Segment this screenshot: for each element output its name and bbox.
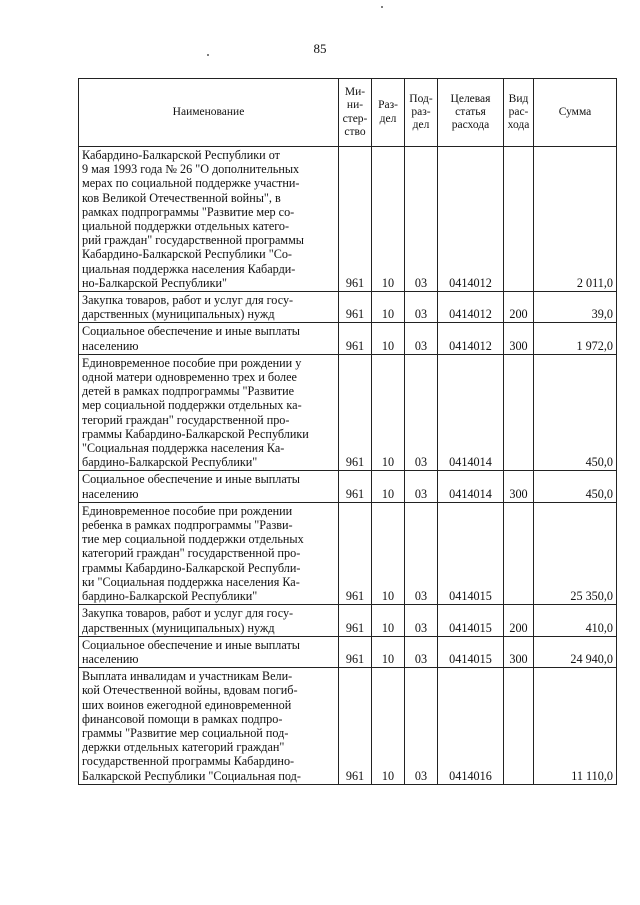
cell-name: Закупка товаров, работ и услуг для госу- дарственных (муниципальных) нужд xyxy=(79,292,339,323)
cell-sum: 39,0 xyxy=(534,292,617,323)
table-row xyxy=(79,354,617,471)
cell-ministry: 961 xyxy=(339,502,372,604)
cell-sum: 450,0 xyxy=(534,471,617,502)
table-row xyxy=(79,471,617,502)
cell-name: Кабардино-Балкарской Республики от 9 мая 1993 года № 26 "О дополнительных мерах по социальной поддержке участни- ков Великой Отечественной войны", в рамках подпрограммы "Развитие мер со- циальной поддержки отдельных катего- рий граждан" государственной программы Кабардино-Балкарской Республики "Со- циальная поддержка населения Кабарди- но-Балкарской Республики" xyxy=(79,147,339,292)
cell-sum: 2 011,0 xyxy=(534,147,617,292)
cell-sum: 450,0 xyxy=(534,354,617,471)
cell-name: Единовременное пособие при рождении ребенка в рамках подпрограммы "Разви- тие мер социальной поддержки отдельных категорий граждан" государственной про- граммы Кабардино-Балкарской Республи- ки "Социальная поддержка населения Ка- бардино-Балкарской Республики" xyxy=(79,502,339,604)
cell-section: 10 xyxy=(372,636,405,667)
cell-sum: 11 110,0 xyxy=(534,668,617,785)
cell-ministry: 961 xyxy=(339,323,372,354)
cell-ministry: 961 xyxy=(339,354,372,471)
cell-subsection: 03 xyxy=(405,668,438,785)
cell-ministry: 961 xyxy=(339,147,372,292)
cell-sum: 25 350,0 xyxy=(534,502,617,604)
table-row xyxy=(79,292,617,323)
cell-name: Выплата инвалидам и участникам Вели- кой Отечественной войны, вдовам погиб- ших воинов ежегодной единовременной финансовой помощи в рамках подпро- граммы "Развитие мер социальной под- держки отдельных категорий граждан" государственной программы Кабардино- Балкарской Республики "Социальная под- xyxy=(79,668,339,785)
cell-expense-type xyxy=(504,354,534,471)
cell-expense-type: 200 xyxy=(504,605,534,636)
cell-target: 0414014 xyxy=(438,471,504,502)
cell-name: Закупка товаров, работ и услуг для госу- дарственных (муниципальных) нужд xyxy=(79,605,339,636)
header-section: Раз- дел xyxy=(372,79,405,147)
cell-subsection: 03 xyxy=(405,147,438,292)
cell-subsection: 03 xyxy=(405,605,438,636)
cell-section: 10 xyxy=(372,292,405,323)
cell-expense-type: 200 xyxy=(504,292,534,323)
header-ministry: Ми- ни- стер- ство xyxy=(339,79,372,147)
page-number: 85 xyxy=(313,41,327,56)
cell-section: 10 xyxy=(372,354,405,471)
cell-section: 10 xyxy=(372,147,405,292)
table-header xyxy=(79,79,617,147)
cell-expense-type xyxy=(504,668,534,785)
cell-target: 0414015 xyxy=(438,502,504,604)
cell-expense-type: 300 xyxy=(504,323,534,354)
header-expense-type: Вид рас- хода xyxy=(504,79,534,147)
cell-target: 0414015 xyxy=(438,605,504,636)
cell-target: 0414012 xyxy=(438,292,504,323)
cell-section: 10 xyxy=(372,668,405,785)
cell-name: Единовременное пособие при рождении у одной матери одновременно трех и более детей в рамках подпрограммы "Развитие мер социальной поддержки отдельных ка- тегорий граждан" государственной про- граммы Кабардино-Балкарской Республики "Социальная поддержка населения Ка- бардино-Балкарской Республики" xyxy=(79,354,339,471)
scan-speck xyxy=(207,54,209,56)
table-row xyxy=(79,323,617,354)
cell-target: 0414012 xyxy=(438,323,504,354)
budget-table xyxy=(78,78,617,785)
cell-ministry: 961 xyxy=(339,605,372,636)
cell-sum: 410,0 xyxy=(534,605,617,636)
header-subsection: Под- раз- дел xyxy=(405,79,438,147)
table-row xyxy=(79,636,617,667)
cell-target: 0414015 xyxy=(438,636,504,667)
cell-name: Социальное обеспечение и иные выплаты населению xyxy=(79,636,339,667)
cell-sum: 24 940,0 xyxy=(534,636,617,667)
cell-target: 0414014 xyxy=(438,354,504,471)
cell-ministry: 961 xyxy=(339,292,372,323)
table-row xyxy=(79,605,617,636)
cell-subsection: 03 xyxy=(405,471,438,502)
table-row xyxy=(79,502,617,604)
cell-subsection: 03 xyxy=(405,292,438,323)
table-row xyxy=(79,147,617,292)
cell-target: 0414012 xyxy=(438,147,504,292)
cell-section: 10 xyxy=(372,471,405,502)
cell-expense-type xyxy=(504,147,534,292)
cell-ministry: 961 xyxy=(339,668,372,785)
cell-subsection: 03 xyxy=(405,323,438,354)
cell-subsection: 03 xyxy=(405,636,438,667)
cell-expense-type: 300 xyxy=(504,471,534,502)
header-name: Наименование xyxy=(79,79,339,147)
cell-subsection: 03 xyxy=(405,502,438,604)
cell-section: 10 xyxy=(372,502,405,604)
cell-name: Социальное обеспечение и иные выплаты населению xyxy=(79,471,339,502)
cell-name: Социальное обеспечение и иные выплаты населению xyxy=(79,323,339,354)
cell-target: 0414016 xyxy=(438,668,504,785)
table-body xyxy=(79,147,617,785)
header-target: Целевая статья расхода xyxy=(438,79,504,147)
cell-section: 10 xyxy=(372,323,405,354)
cell-sum: 1 972,0 xyxy=(534,323,617,354)
cell-expense-type: 300 xyxy=(504,636,534,667)
cell-ministry: 961 xyxy=(339,471,372,502)
cell-subsection: 03 xyxy=(405,354,438,471)
cell-expense-type xyxy=(504,502,534,604)
cell-ministry: 961 xyxy=(339,636,372,667)
table-row xyxy=(79,668,617,785)
cell-section: 10 xyxy=(372,605,405,636)
scan-speck xyxy=(381,6,383,8)
header-sum: Сумма xyxy=(534,79,617,147)
